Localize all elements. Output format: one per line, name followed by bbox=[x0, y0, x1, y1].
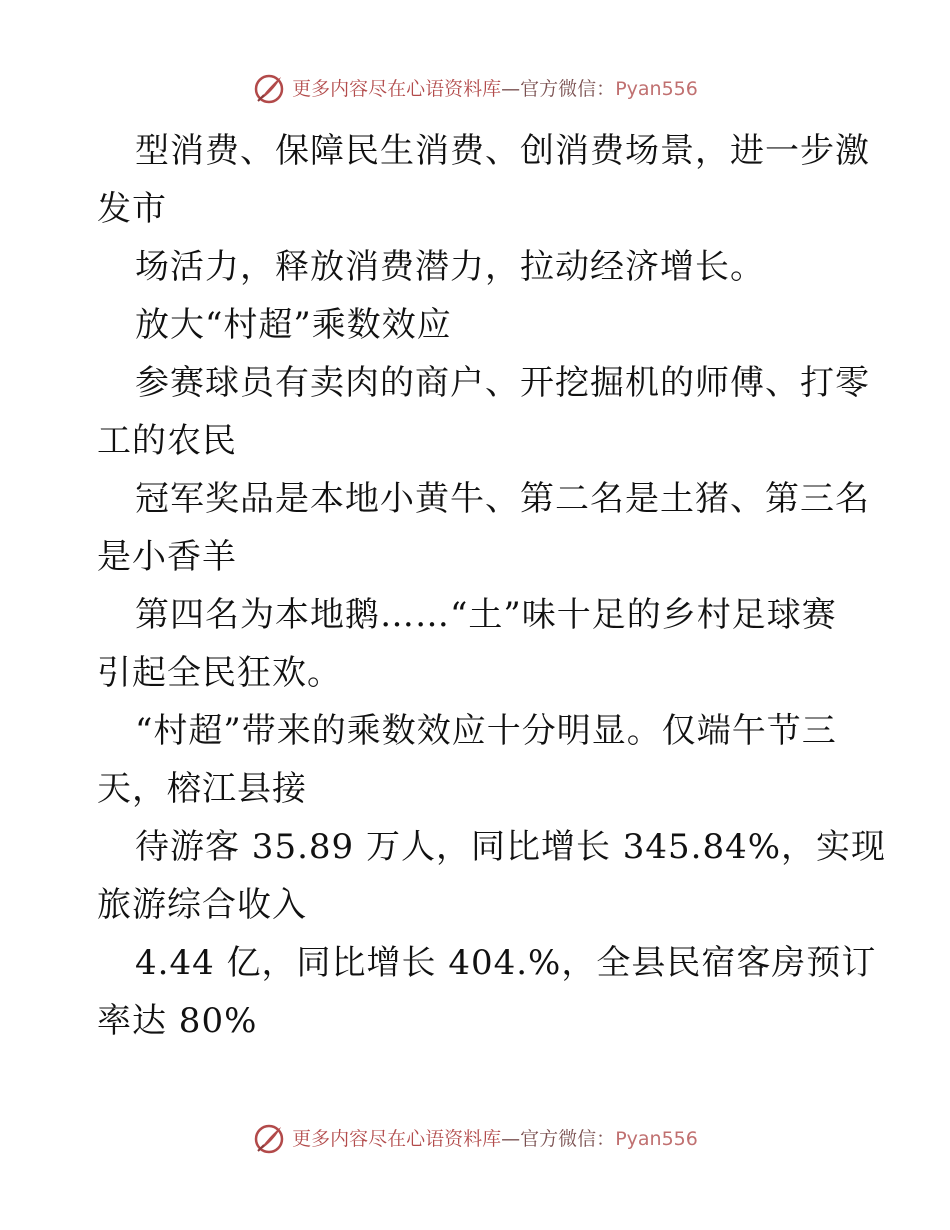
text-line: 型消费、保障民生消费、创消费场景，进一步激 bbox=[135, 131, 870, 171]
text-line: 第四名为本地鹅……“土”味十足的乡村足球赛 bbox=[135, 595, 837, 635]
text-line: 冠军奖品是本地小黄牛、第二名是土猪、第三名 bbox=[135, 479, 870, 519]
feather-logo-icon bbox=[252, 1122, 286, 1156]
watermark-title: 更多内容尽在心语资料库 bbox=[292, 78, 502, 100]
text-line: 工的农民 bbox=[97, 421, 237, 461]
watermark-text bbox=[292, 1122, 698, 1156]
section-heading: 放大“村超”乘数效应 bbox=[135, 305, 452, 345]
text-line: 旅游综合收入 bbox=[97, 885, 307, 925]
watermark-wechat-id: Pyan556 bbox=[615, 1128, 698, 1150]
feather-logo-icon bbox=[252, 72, 286, 106]
document-body bbox=[97, 122, 887, 1050]
text-line: 4.44 亿，同比增长 404.%，全县民宿客房预订 bbox=[135, 943, 877, 983]
text-line: 是小香羊 bbox=[97, 537, 237, 577]
text-line: 待游客 35.89 万人，同比增长 345.84%，实现 bbox=[135, 827, 887, 867]
watermark-title: 更多内容尽在心语资料库 bbox=[292, 1128, 502, 1150]
text-line: 发市 bbox=[97, 189, 167, 229]
text-line: 参赛球员有卖肉的商户、开挖掘机的师傅、打零 bbox=[135, 363, 870, 403]
watermark-wechat-id: Pyan556 bbox=[615, 78, 698, 100]
text-line: 天，榕江县接 bbox=[97, 769, 307, 809]
text-line: 率达 80% bbox=[97, 1001, 258, 1041]
watermark-wechat-label: —官方微信： bbox=[501, 1128, 616, 1150]
text-line: “村超”带来的乘数效应十分明显。仅端午节三 bbox=[135, 711, 837, 751]
footer-watermark bbox=[0, 1122, 950, 1156]
text-line: 场活力，释放消费潜力，拉动经济增长。 bbox=[135, 247, 765, 287]
header-watermark bbox=[0, 72, 950, 106]
watermark-text bbox=[292, 72, 698, 106]
text-line: 引起全民狂欢。 bbox=[97, 653, 342, 693]
watermark-wechat-label: —官方微信： bbox=[501, 78, 616, 100]
